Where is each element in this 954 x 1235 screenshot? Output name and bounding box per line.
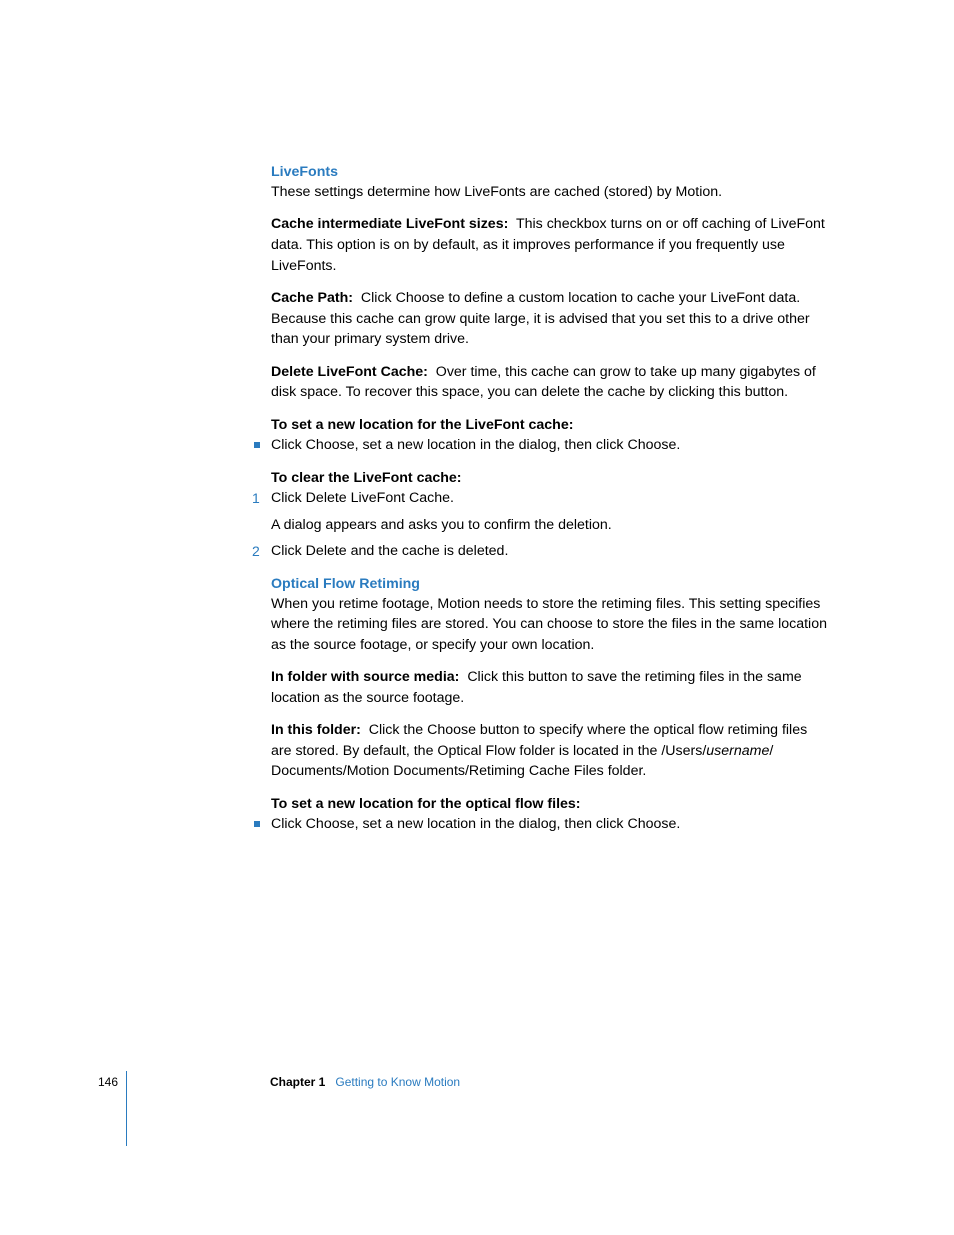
- this-folder-text-b: / Documents/Motion Documents/Retiming Cache Files folder.: [271, 742, 774, 780]
- delete-cache-paragraph: [271, 362, 831, 403]
- step-text: Click Delete LiveFont Cache.: [271, 490, 454, 507]
- chapter-label: Chapter 1: [270, 1075, 326, 1089]
- cache-path-paragraph: [271, 288, 831, 350]
- this-folder-paragraph: [271, 720, 831, 782]
- bullet-text: Click Choose, set a new location in the dialog, then click Choose.: [271, 437, 681, 454]
- this-folder-text-italic: username: [706, 742, 770, 759]
- task-optical-location-bullet: [271, 814, 831, 835]
- step-2: [252, 541, 831, 562]
- square-bullet-icon: [254, 821, 260, 827]
- bullet-text: Click Choose, set a new location in the dialog, then click Choose.: [271, 816, 681, 833]
- page-content: [252, 162, 831, 835]
- chapter-title: Getting to Know Motion: [335, 1075, 461, 1089]
- cache-path-text: Click Choose to define a custom location to cache your LiveFont data. Because this cache can grow quite large, it is advised that you set this to a drive other than your primary system drive.: [271, 289, 810, 348]
- cache-sizes-text: This checkbox turns on or off caching of LiveFont data. This option is on by default, as it improves performance if you frequently use LiveFonts.: [271, 216, 825, 274]
- livefonts-heading: LiveFonts: [271, 164, 339, 180]
- source-media-text: Click this button to save the retiming files in the same location as the source footage.: [271, 669, 802, 706]
- optical-flow-intro: When you retime footage, Motion needs to store the retiming files. This setting specifies where the retiming files are stored. You can choose to store the files in the same location as the source footage, or specify your own location.: [271, 595, 827, 653]
- this-folder-text-a: Click the Choose button to specify where the optical flow retiming files are stored. By default, the Optical Flow folder is located in the /Users/: [271, 722, 808, 759]
- footer-chapter: [270, 1072, 460, 1093]
- source-media-term: In folder with source media:: [271, 669, 460, 686]
- page-number: 146: [98, 1075, 119, 1089]
- cache-sizes-paragraph: [271, 214, 831, 276]
- footer-divider: [126, 1071, 127, 1146]
- cache-path-term: Cache Path:: [271, 289, 353, 306]
- step-number: 1: [252, 490, 260, 507]
- task-clear-cache-title: To clear the LiveFont cache:: [271, 469, 462, 486]
- delete-cache-term: Delete LiveFont Cache:: [271, 363, 428, 380]
- step-1: [252, 488, 831, 509]
- livefonts-intro: These settings determine how LiveFonts are cached (stored) by Motion.: [271, 184, 723, 200]
- delete-cache-text: Over time, this cache can grow to take up many gigabytes of disk space. To recover this space, you can delete the cache by clicking this button.: [271, 363, 816, 401]
- task-optical-location-title: To set a new location for the optical flow files:: [271, 795, 581, 812]
- task-set-location-title: To set a new location for the LiveFont cache:: [271, 416, 574, 433]
- this-folder-term: In this folder:: [271, 722, 361, 739]
- source-media-paragraph: [271, 667, 831, 708]
- cache-sizes-term: Cache intermediate LiveFont sizes:: [271, 216, 509, 233]
- step-text: Click Delete and the cache is deleted.: [271, 543, 509, 560]
- optical-flow-heading: Optical Flow Retiming: [271, 575, 420, 592]
- step-number: 2: [252, 543, 260, 560]
- step-1-result: A dialog appears and asks you to confirm the deletion.: [271, 516, 612, 533]
- square-bullet-icon: [254, 442, 260, 448]
- task-set-location-bullet: [271, 435, 831, 456]
